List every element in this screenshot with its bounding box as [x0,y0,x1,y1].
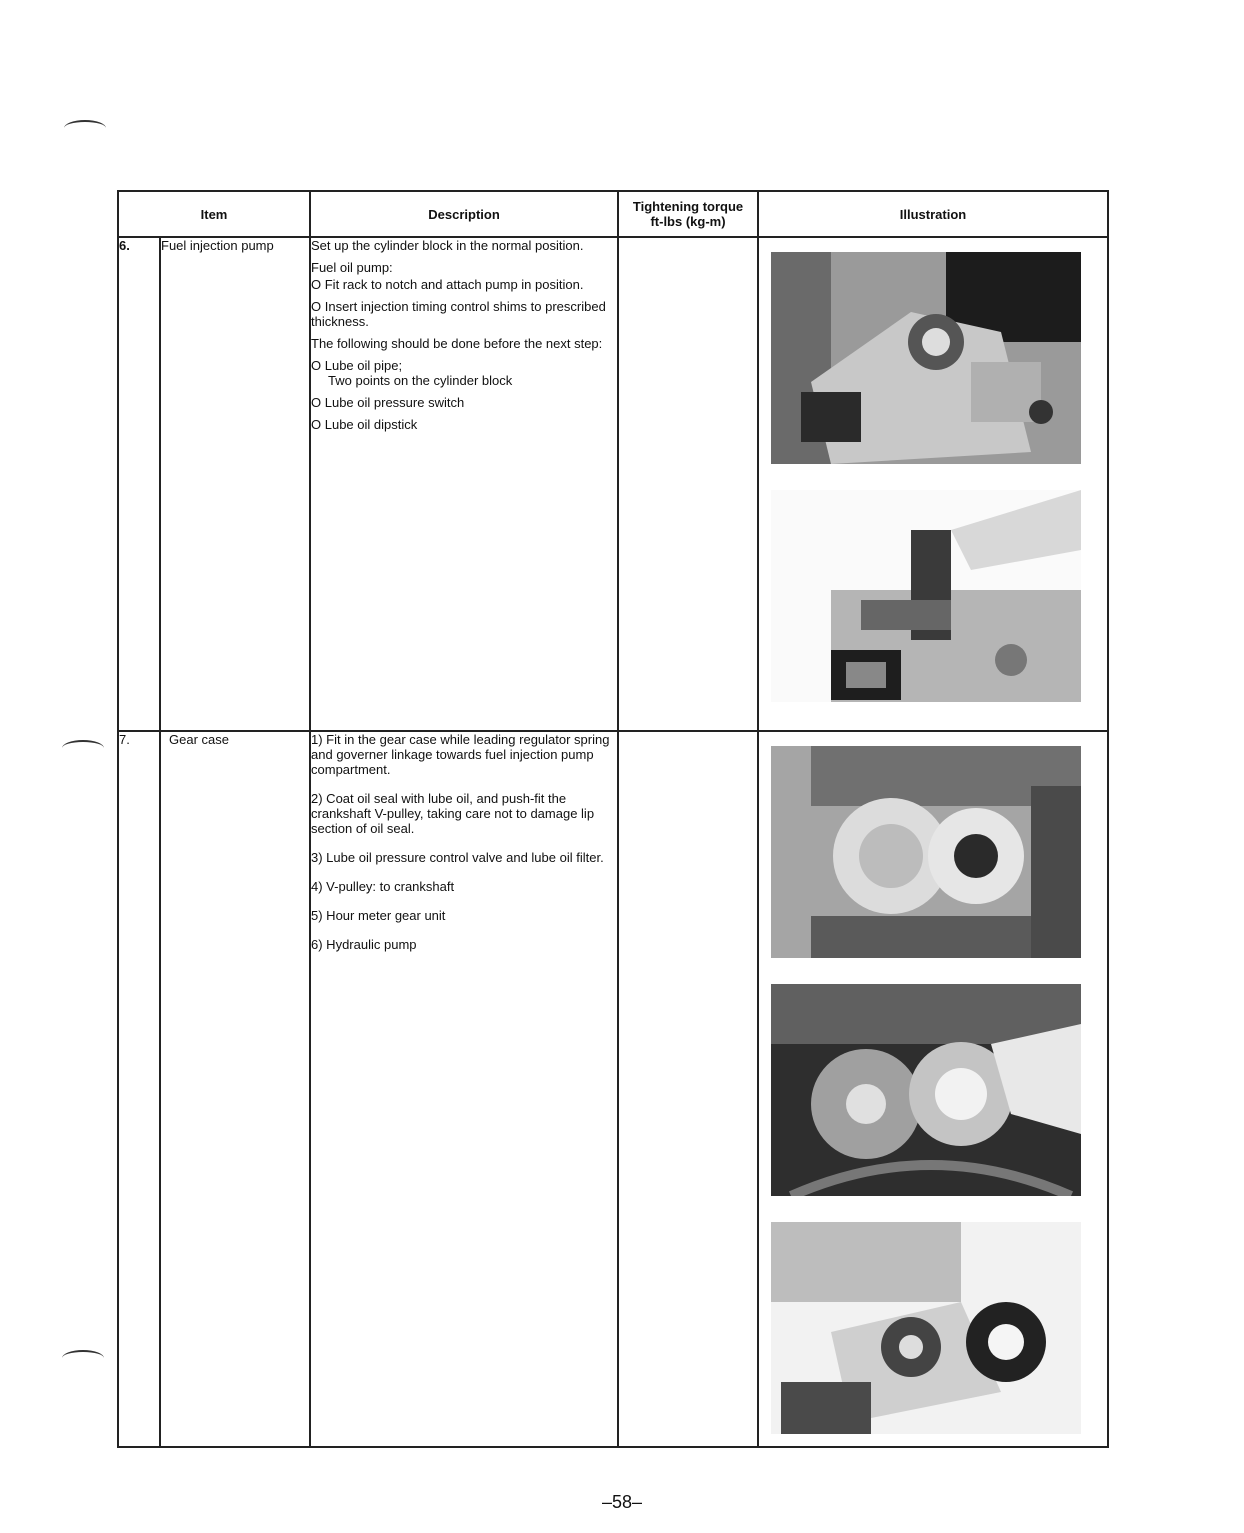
row-item: Gear case [160,731,310,1447]
photo-cylinder-block [771,252,1081,464]
desc-line: O Lube oil pipe; [311,358,403,373]
table-row [118,731,1108,1447]
table-header-row [118,191,1108,237]
row-number: 7. [118,731,160,1447]
desc-line: Fuel oil pump: [311,260,393,275]
table-row [118,237,1108,731]
desc-line: O Insert injection timing control shims to prescribed thickness. [311,299,606,329]
photo-gear-case [771,746,1081,958]
binder-hole-top [64,120,106,136]
desc-line: Set up the cylinder block in the normal position. [311,238,584,253]
desc-line: O Fit rack to notch and attach pump in position. [311,277,584,292]
desc-line: O Lube oil pressure switch [311,395,465,410]
desc-line: 6) Hydraulic pump [311,937,417,952]
photo-hydraulic-pump [771,984,1081,1196]
desc-line: Two points on the cylinder block [328,373,513,388]
header-illustration: Illustration [758,191,1108,237]
binder-hole-bottom [62,1350,104,1366]
photo-gear-unit [771,1222,1081,1434]
row-description [310,237,618,731]
desc-line: O Lube oil dipstick [311,417,418,432]
binder-hole-middle [62,740,104,756]
header-item: Item [118,191,310,237]
row-item: Fuel injection pump [160,237,310,731]
row-illustration [758,731,1108,1447]
procedure-table [117,190,1109,1448]
photo-fuel-pump [771,490,1081,702]
row-number: 6. [118,237,160,731]
desc-line: 1) Fit in the gear case while leading regulator spring and governer linkage towards fuel injection pump compartment. [311,732,610,777]
row-torque [618,731,758,1447]
desc-line: 3) Lube oil pressure control valve and lube oil filter. [311,850,604,865]
desc-line: 4) V-pulley: to crankshaft [311,879,455,894]
desc-line: 5) Hour meter gear unit [311,908,446,923]
row-description [310,731,618,1447]
header-description: Description [310,191,618,237]
row-illustration [758,237,1108,731]
desc-line: 2) Coat oil seal with lube oil, and push-fit the crankshaft V-pulley, taking care not to damage lip section of oil seal. [311,791,595,836]
desc-line: The following should be done before the next step: [311,336,603,351]
page-number: –58– [601,1492,643,1512]
header-torque: Tightening torque ft-lbs (kg-m) [618,191,758,237]
row-torque [618,237,758,731]
